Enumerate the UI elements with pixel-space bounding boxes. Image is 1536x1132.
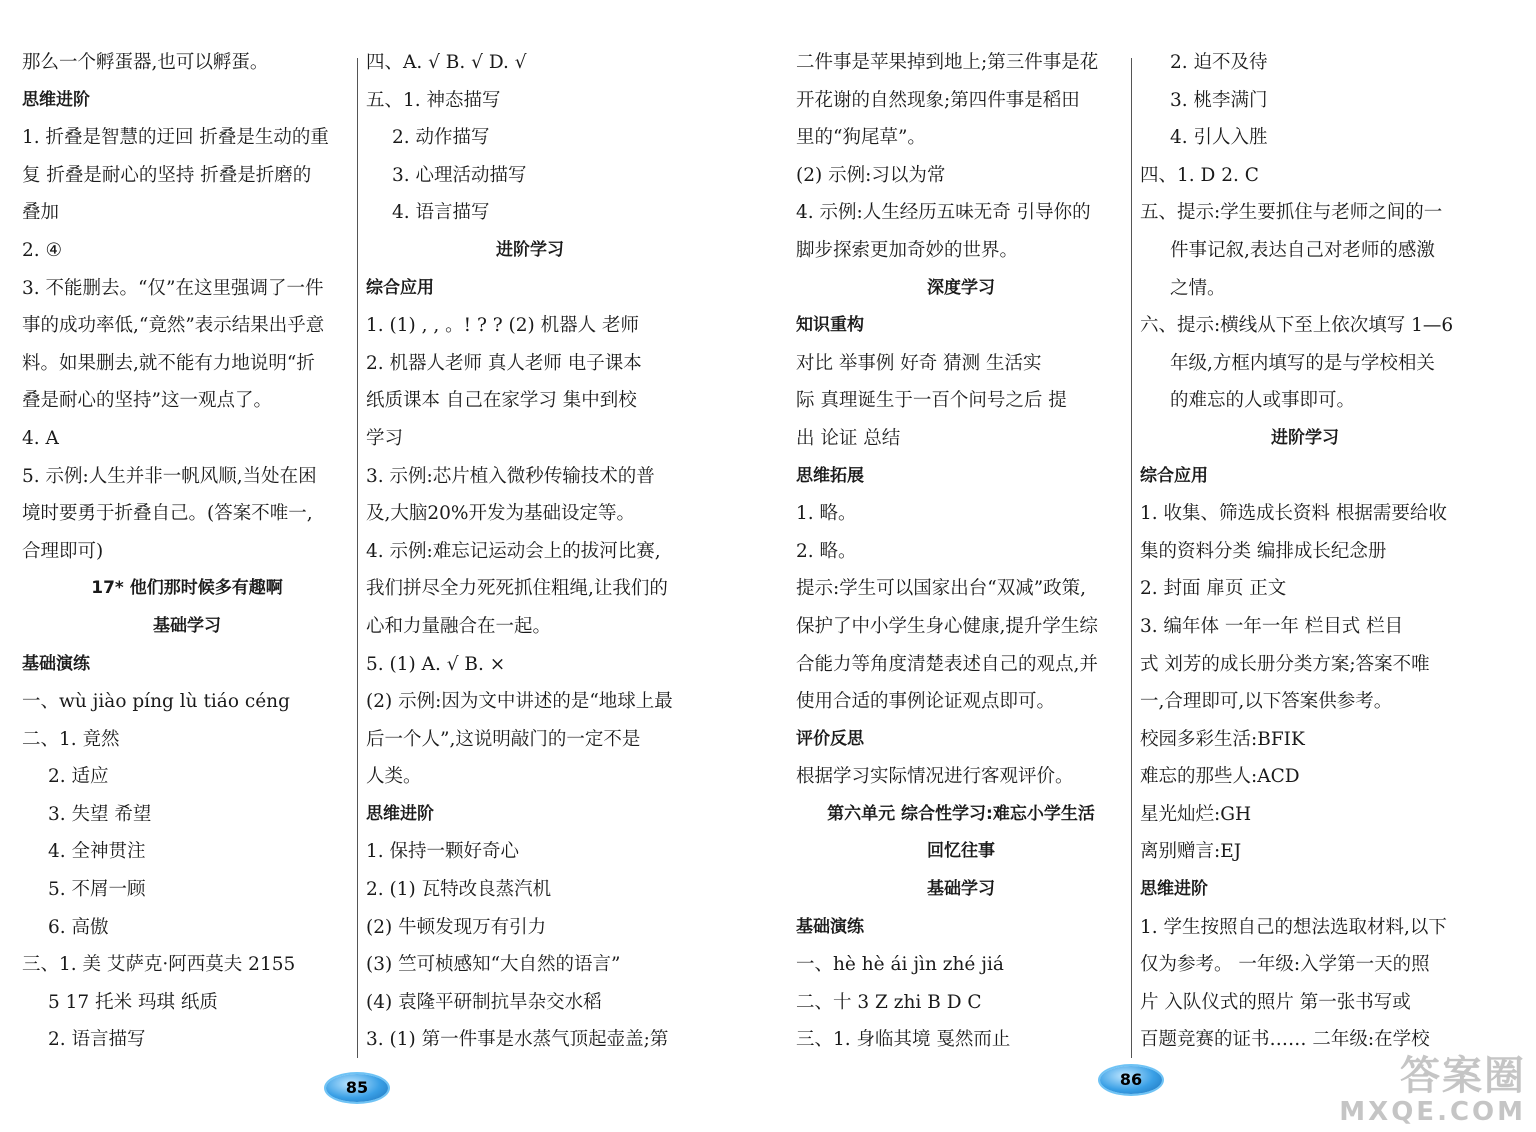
text-line: 料。如果删去,就不能有力地说明“折 xyxy=(22,352,315,374)
text-line: 那么一个孵蛋器,也可以孵蛋。 xyxy=(22,52,269,73)
section-heading: 思维进阶 xyxy=(1140,879,1208,900)
text-line: 合能力等角度清楚表述自己的观点,并 xyxy=(796,653,1098,675)
section-heading: 深度学习 xyxy=(927,277,995,298)
text-line: 2. 适应 xyxy=(48,766,109,788)
watermark xyxy=(1339,1054,1526,1126)
text-line: 件事记叙,表达自己对老师的感激 xyxy=(1170,239,1435,261)
section-heading: 基础学习 xyxy=(927,879,995,900)
section-heading: 基础学习 xyxy=(153,615,221,636)
section-heading: 进阶学习 xyxy=(496,239,564,260)
text-line: 1. 学生按照自己的想法选取材料,以下 xyxy=(1140,916,1447,938)
text-line: 校园多彩生活:BFIK xyxy=(1140,728,1305,750)
watermark-url: MXQE.COM xyxy=(1339,1097,1526,1127)
text-line: 二、1. 竟然 xyxy=(22,728,120,750)
text-line: 心和力量融合在一起。 xyxy=(366,615,552,637)
text-line: 保护了中小学生身心健康,提升学生综 xyxy=(796,615,1098,637)
text-line: 1. 保持一颗好奇心 xyxy=(366,841,520,863)
text-line: 5. (1) A. √ B. × xyxy=(366,653,506,675)
right-page-column-2 xyxy=(1140,44,1470,1059)
text-line: 使用合适的事例论证观点即可。 xyxy=(796,691,1056,713)
text-line: 仅为参考。 一年级:入学第一天的照 xyxy=(1140,954,1430,976)
text-line: 境时要勇于折叠自己。(答案不唯一, xyxy=(22,503,313,525)
text-line: 1. (1) , , 。! ? ? (2) 机器人 老师 xyxy=(366,315,640,337)
text-line: 2. 略。 xyxy=(796,540,857,562)
section-heading: 综合应用 xyxy=(366,277,434,298)
text-line: 2. 机器人老师 真人老师 电子课本 xyxy=(366,352,642,374)
text-line: 3. 失望 希望 xyxy=(48,803,152,825)
text-line: 离别赠言:EJ xyxy=(1140,841,1242,863)
text-line: 根据学习实际情况进行客观评价。 xyxy=(796,766,1074,788)
text-line: 4. 全神贯注 xyxy=(48,841,146,863)
text-line: 二、十 3 Z zhi B D C xyxy=(796,991,982,1013)
text-line: 4. A xyxy=(22,427,59,449)
text-line: (4) 袁隆平研制抗旱杂交水稻 xyxy=(366,991,602,1013)
text-line: (2) 牛顿发现万有引力 xyxy=(366,916,547,938)
text-line: 4. 引人入胜 xyxy=(1170,127,1268,149)
section-heading: 基础演练 xyxy=(22,653,90,674)
text-line: 2. 语言描写 xyxy=(48,1029,146,1051)
text-line: 3. 示例:芯片植入微秒传输技术的普 xyxy=(366,465,655,487)
text-line: 脚步探索更加奇妙的世界。 xyxy=(796,239,1019,261)
page-number-right: 86 xyxy=(1100,1066,1162,1094)
text-line: 出 论证 总结 xyxy=(796,427,901,449)
text-line: 4. 示例:难忘记运动会上的拔河比赛, xyxy=(366,540,661,562)
section-heading: 回忆往事 xyxy=(927,841,995,862)
watermark-logo-text: 答案圈 xyxy=(1400,1053,1526,1099)
text-line: 四、1. D 2. C xyxy=(1140,164,1259,186)
column-divider-left xyxy=(357,58,358,1058)
text-line: 3. 心理活动描写 xyxy=(392,164,527,186)
text-line: 集的资料分类 编排成长纪念册 xyxy=(1140,540,1387,562)
text-line: 4. 示例:人生经历五味无奇 引导你的 xyxy=(796,202,1091,224)
text-line: 提示:学生可以国家出台“双减”政策, xyxy=(796,578,1087,600)
text-line: 对比 举事例 好奇 猜测 生活实 xyxy=(796,352,1042,374)
text-line: 学习 xyxy=(366,427,404,449)
text-line: (2) 示例:因为文中讲述的是“地球上最 xyxy=(366,691,673,713)
text-line: 2. 迫不及待 xyxy=(1170,52,1268,73)
text-line: 叠加 xyxy=(22,202,60,224)
text-line: 二件事是苹果掉到地上;第三件事是花 xyxy=(796,52,1099,73)
text-line: (3) 竺可桢感知“大自然的语言” xyxy=(366,954,621,976)
text-line: 5 17 托米 玛琪 纸质 xyxy=(48,991,218,1013)
text-line: 3. (1) 第一件事是水蒸气顶起壶盖;第 xyxy=(366,1029,669,1051)
text-line: 一,合理即可,以下答案供参考。 xyxy=(1140,691,1393,713)
text-line: 的难忘的人或事即可。 xyxy=(1170,390,1356,412)
left-page-column-2 xyxy=(366,44,694,1059)
text-line: 1. 收集、筛选成长资料 根据需要给收 xyxy=(1140,503,1447,525)
text-line: 难忘的那些人:ACD xyxy=(1140,766,1300,788)
text-line: 合理即可) xyxy=(22,540,104,562)
text-line: 一、hè hè ái jìn zhé jiá xyxy=(796,954,1004,976)
text-line: 我们拼尽全力死死抓住粗绳,让我们的 xyxy=(366,578,668,600)
text-line: 及,大脑20%开发为基础设定等。 xyxy=(366,503,636,525)
text-line: 式 刘芳的成长册分类方案;答案不唯 xyxy=(1140,653,1430,675)
column-divider-right xyxy=(1131,58,1132,1058)
section-heading: 思维进阶 xyxy=(366,803,434,824)
section-heading: 评价反思 xyxy=(796,728,864,749)
right-page-column-1 xyxy=(796,44,1126,1059)
text-line: 5. 不屑一顾 xyxy=(48,879,146,901)
section-heading: 17* 他们那时候多有趣啊 xyxy=(91,578,283,599)
text-line: 一、wù jiào píng lù tiáo céng xyxy=(22,691,290,713)
text-line: 年级,方框内填写的是与学校相关 xyxy=(1170,352,1435,374)
left-page-column-1 xyxy=(22,44,352,1059)
text-line: 3. 桃李满门 xyxy=(1170,89,1268,111)
text-line: 四、A. √ B. √ D. √ xyxy=(366,52,527,73)
section-heading: 思维拓展 xyxy=(796,465,864,486)
text-line: 事的成功率低,“竟然”表示结果出乎意 xyxy=(22,315,325,337)
text-line: 五、1. 神态描写 xyxy=(366,89,501,111)
section-heading: 进阶学习 xyxy=(1271,427,1339,448)
text-line: 六、提示:横线从下至上依次填写 1—6 xyxy=(1140,315,1454,337)
text-line: 5. 示例:人生并非一帆风顺,当处在困 xyxy=(22,465,317,487)
text-line: 2. 动作描写 xyxy=(392,127,490,149)
text-line: 星光灿烂:GH xyxy=(1140,803,1252,825)
text-line: 片 入队仪式的照片 第一张书写或 xyxy=(1140,991,1411,1013)
text-line: 2. (1) 瓦特改良蒸汽机 xyxy=(366,879,552,901)
section-heading: 综合应用 xyxy=(1140,465,1208,486)
section-heading: 第六单元 综合性学习:难忘小学生活 xyxy=(827,803,1095,824)
text-line: 6. 高傲 xyxy=(48,916,109,938)
text-line: 2. 封面 扉页 正文 xyxy=(1140,578,1287,600)
text-line: 4. 语言描写 xyxy=(392,202,490,224)
page-number-left: 85 xyxy=(326,1074,388,1102)
text-line: 3. 编年体 一年一年 栏目式 栏目 xyxy=(1140,615,1404,637)
section-heading: 思维进阶 xyxy=(22,89,90,110)
text-line: 2. ④ xyxy=(22,239,63,261)
text-line: 1. 略。 xyxy=(796,503,857,525)
text-line: 纸质课本 自己在家学习 集中到校 xyxy=(366,390,637,412)
text-line: 之情。 xyxy=(1170,277,1226,299)
text-line: 百题竞赛的证书…… 二年级:在学校 xyxy=(1140,1029,1430,1051)
section-heading: 基础演练 xyxy=(796,916,864,937)
text-line: 际 真理诞生于一百个问号之后 提 xyxy=(796,390,1067,412)
text-line: 后一个人”,这说明敲门的一定不是 xyxy=(366,728,641,750)
text-line: 人类。 xyxy=(366,766,422,788)
text-line: 3. 不能删去。“仅”在这里强调了一件 xyxy=(22,277,324,299)
text-line: 三、1. 身临其境 戛然而止 xyxy=(796,1029,1011,1051)
text-line: 1. 折叠是智慧的迂回 折叠是生动的重 xyxy=(22,127,329,149)
section-heading: 知识重构 xyxy=(796,315,864,336)
text-line: 三、1. 美 艾萨克·阿西莫夫 2155 xyxy=(22,954,296,976)
text-line: 复 折叠是耐心的坚持 折叠是折磨的 xyxy=(22,164,312,186)
text-line: 里的“狗尾草”。 xyxy=(796,127,926,149)
text-line: (2) 示例:习以为常 xyxy=(796,164,946,186)
text-line: 叠是耐心的坚持”这一观点了。 xyxy=(22,390,272,412)
text-line: 五、提示:学生要抓住与老师之间的一 xyxy=(1140,202,1443,224)
text-line: 开花谢的自然现象;第四件事是稻田 xyxy=(796,89,1080,111)
